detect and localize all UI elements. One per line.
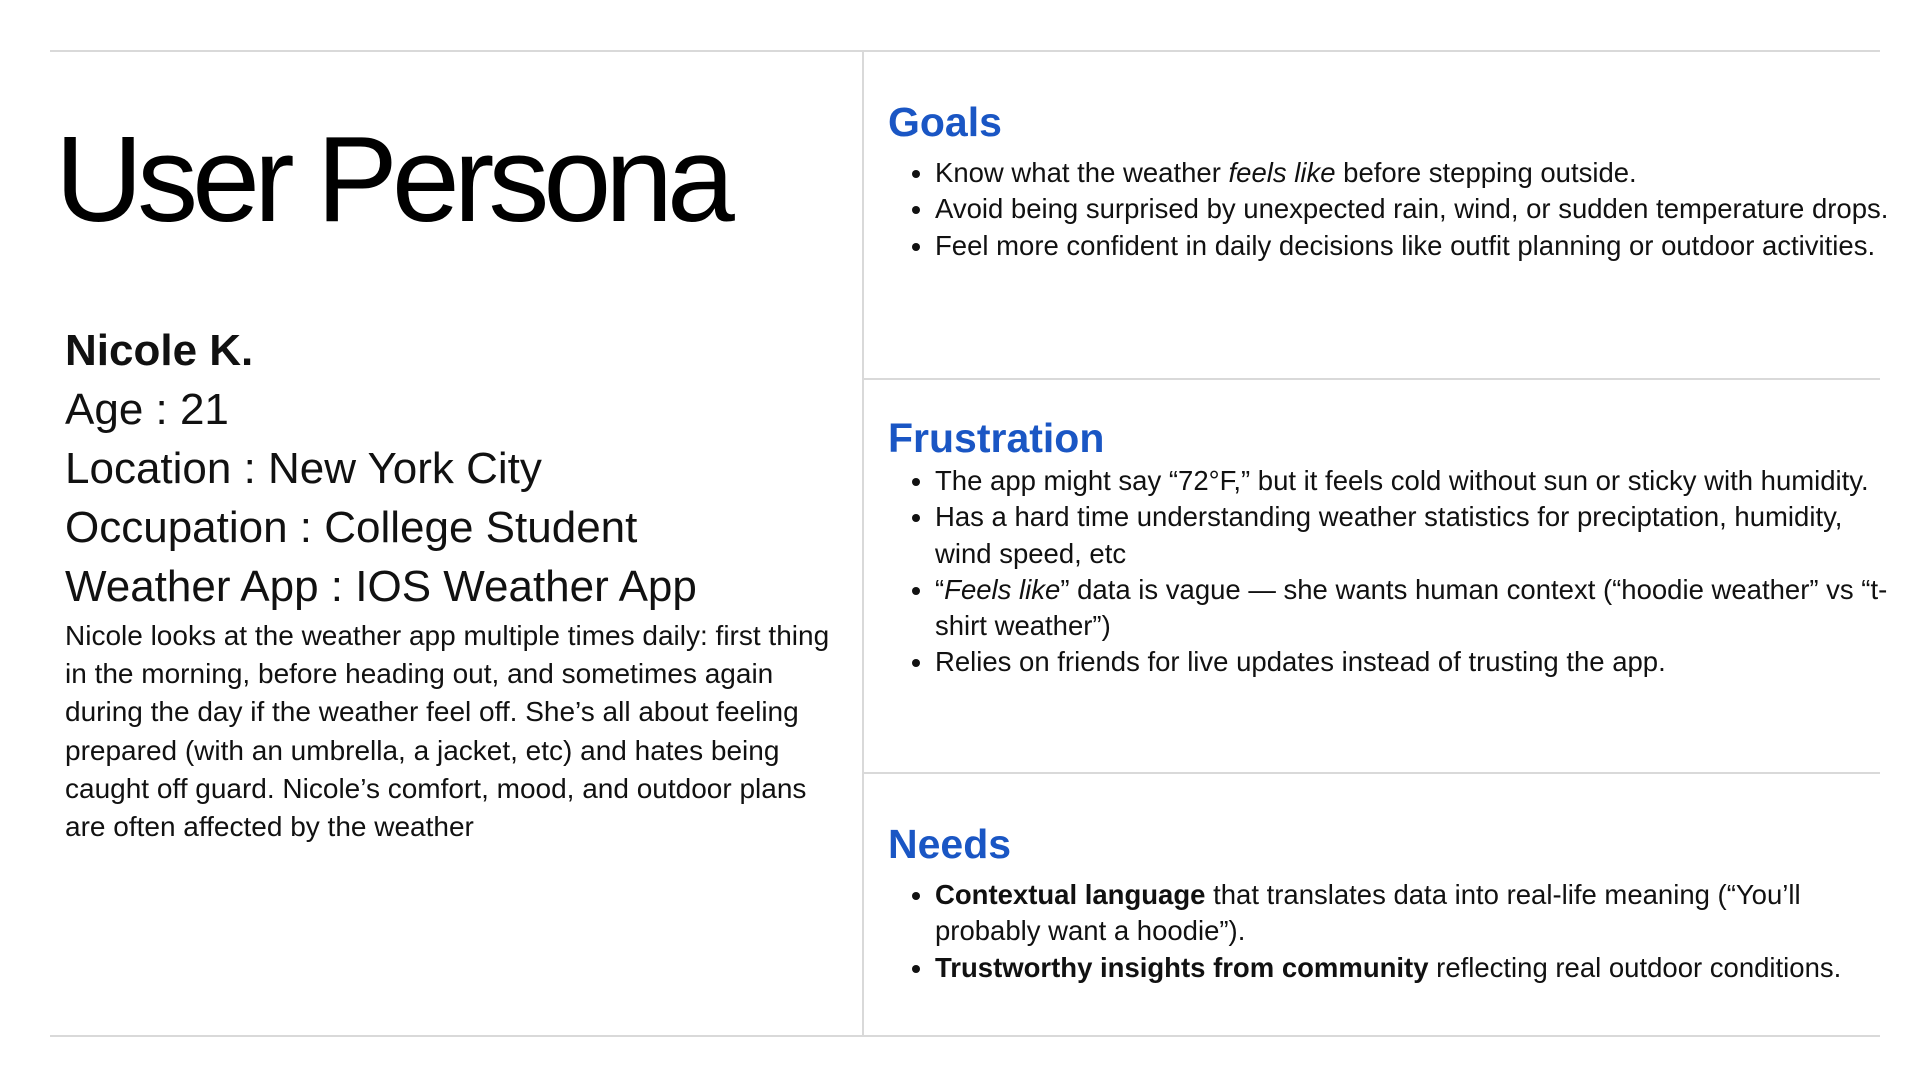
frustration-heading: Frustration	[888, 415, 1105, 461]
need-text: reflecting real outdoor conditions.	[1428, 951, 1842, 983]
persona-age: Age : 21	[65, 385, 229, 434]
frustration-emphasis: Feels like	[944, 573, 1061, 605]
page-title: User Persona	[55, 111, 729, 247]
need-item	[935, 877, 1898, 949]
goal-item	[935, 155, 1898, 191]
goals-heading: Goals	[888, 99, 1002, 145]
frustration-item: • Has a hard time understanding weather statistics for preciptation, humidity, wind speed, etc	[935, 499, 1898, 571]
frustration-section	[888, 416, 1898, 680]
goals-section	[888, 100, 1898, 264]
frustration-needs-divider	[862, 772, 1880, 774]
goal-item: • Avoid being surprised by unexpected rain, wind, or sudden temperature drops.	[935, 191, 1898, 227]
top-divider	[50, 50, 1880, 52]
need-text: that translates data into real-life meaning (“You’ll probably want a hoodie”).	[935, 879, 1801, 947]
needs-section	[888, 822, 1898, 986]
goal-text: Know what the weather	[935, 157, 1229, 189]
need-keyword: Contextual language	[935, 879, 1206, 911]
frustration-item: • Relies on friends for live updates instead of trusting the app.	[935, 644, 1898, 680]
need-keyword: Trustworthy insights from community	[935, 951, 1429, 983]
persona-profile	[65, 321, 835, 846]
goal-emphasis: feels like	[1228, 157, 1336, 189]
persona-location: Location : New York City	[65, 444, 542, 493]
persona-bio: Nicole looks at the weather app multiple times daily: first thing in the morning, before heading out, and sometimes again during the day if the weather feel off. She’s all about feeling prepared (with an umbrella, a jacket, etc) and hates being caught off guard. Nicole’s comfort, mood, and outdoor plans are often affected by the weather	[65, 620, 830, 843]
frustration-item: • The app might say “72°F,” but it feels cold without sun or sticky with humidity.	[935, 463, 1898, 499]
goals-list	[888, 155, 1898, 264]
frustration-list	[888, 463, 1898, 680]
goals-frustration-divider	[862, 378, 1880, 380]
frustration-text: “	[935, 573, 945, 605]
need-item	[935, 950, 1898, 986]
persona-occupation: Occupation : College Student	[65, 503, 638, 552]
needs-list	[888, 877, 1898, 986]
frustration-text: ” data is vague — she wants human context (“hoodie weather” vs “t-shirt weather”)	[935, 573, 1888, 641]
goal-text: before stepping outside.	[1335, 157, 1637, 189]
bottom-divider	[50, 1035, 1880, 1037]
persona-name: Nicole K.	[65, 326, 254, 375]
column-divider	[862, 50, 864, 1035]
persona-weather-app: Weather App : IOS Weather App	[65, 562, 697, 611]
frustration-item	[935, 572, 1898, 644]
goal-item: • Feel more confident in daily decisions like outfit planning or outdoor activities.	[935, 228, 1898, 264]
needs-heading: Needs	[888, 821, 1012, 867]
